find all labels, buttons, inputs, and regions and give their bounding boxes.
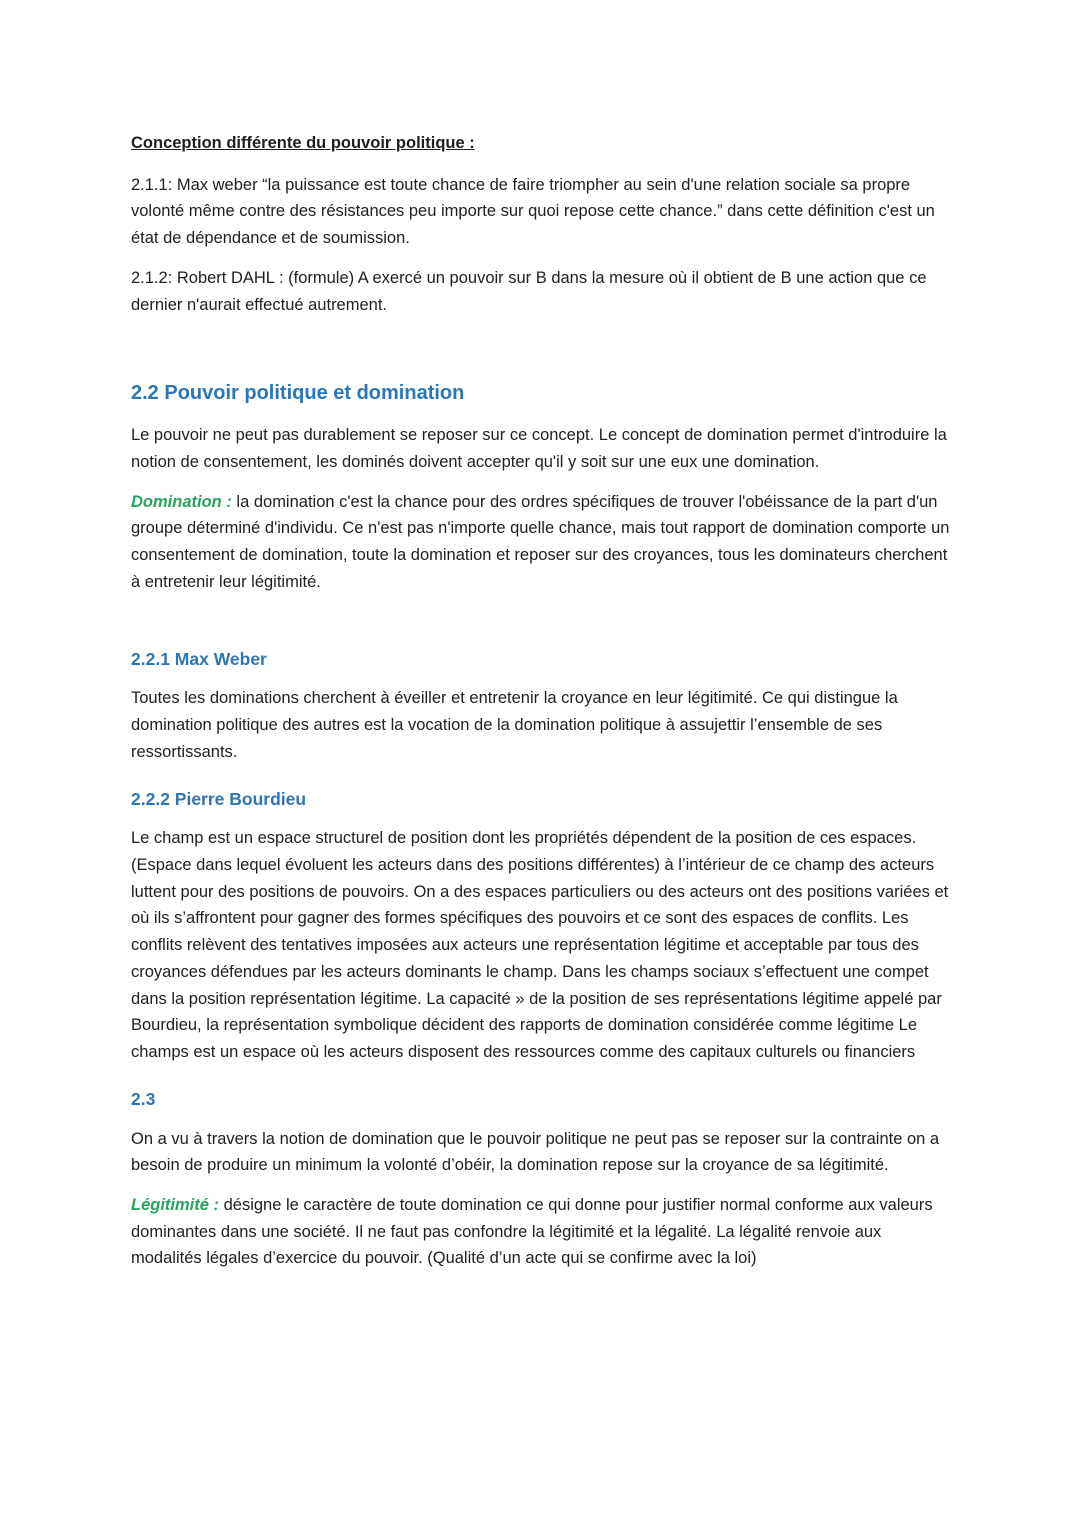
term-legitimite: Légitimité : — [131, 1195, 220, 1214]
heading-2-3: 2.3 — [131, 1088, 156, 1109]
term-domination: Domination : — [131, 492, 232, 511]
paragraph-definition-legitimite — [131, 1192, 950, 1272]
paragraph-2-1-2-robert-dahl: 2.1.2: Robert DAHL : (formule) A exercé un pouvoir sur B dans la mesure où il obtient de B une action que ce dernier n'aurait effectué autrement. — [131, 268, 927, 314]
paragraph-2-3-intro: On a vu à travers la notion de domination que le pouvoir politique ne peut pas se reposer sur la contrainte on a besoin de produire un minimum la volonté d’obéir, la domination repose sur la croyance de sa légitimité. — [131, 1129, 940, 1175]
paragraph-2-2-2-pierre-bourdieu: Le champ est un espace structurel de position dont les propriétés dépendent de la position de ces espaces. (Espace dans lequel évoluent les acteurs dans des positions différentes) à l’intérieur de ce champ des acteurs luttent pour des positions de pouvoirs. On a des espaces particuliers ou des acteurs ont des positions variées et où ils s’affrontent pour gagner des formes spécifiques des pouvoirs et ce sont des espaces de conflits. Les conflits relèvent des tentatives imposées aux acteurs une représentation légitime et acceptable par tous des croyances défendues par les acteurs dominants le champ. Dans les champs sociaux s’effectuent une compet dans la position représentation légitime. La capacité » de la position de ses représentations légitime appelé par Bourdieu, la représentation symbolique décident des rapports de domination considérée comme légitime Le champs est un espace où les acteurs disposent des ressources comme des capitaux culturels ou financiers — [131, 829, 949, 1062]
paragraph-2-2-intro: Le pouvoir ne peut pas durablement se reposer sur ce concept. Le concept de domination permet d'introduire la notion de consentement, les dominés doivent accepter qu'il y soit sur une eux une domination. — [131, 426, 947, 472]
paragraph-definition-domination — [131, 489, 950, 596]
heading-2-2-pouvoir-politique-et-domination: 2.2 Pouvoir politique et domination — [131, 382, 465, 405]
paragraph-2-2-1-max-weber: Toutes les dominations cherchent à éveiller et entretenir la croyance en leur légitimité. Ce qui distingue la domination politique des autres est la vocation de la domination politique à assujettir l’ensemble de ses ressortissants. — [131, 689, 898, 761]
heading-2-2-2-pierre-bourdieu: 2.2.2 Pierre Bourdieu — [131, 788, 307, 809]
paragraph-2-1-1-max-weber: 2.1.1: Max weber “la puissance est toute chance de faire triompher au sein d'une relation sociale sa propre volonté même contre des résistances peu importe sur quoi repose cette chance.” dans cette définition c'est un état de dépendance et de soumission. — [131, 175, 935, 248]
paragraph-definition-legitimite-text: désigne le caractère de toute domination ce qui donne pour justifier normal conforme aux valeurs dominantes dans une société. Il ne faut pas confondre la légitimité et la légalité. La légalité renvoie aux modalités légales d’exercice du pouvoir. (Qualité d’un acte qui se confirme avec la loi) — [131, 1195, 933, 1268]
heading-conception-pouvoir-politique: Conception différente du pouvoir politique : — [131, 134, 475, 152]
paragraph-definition-domination-text: la domination c'est la chance pour des ordres spécifiques de trouver l'obéissance de la part d'un groupe déterminé d'individu. Ce n'est pas n'importe quelle chance, mais tout rapport de domination comporte un consentement de domination, toute la domination et reposer sur des croyances, tous les dominateurs cherchent à entretenir leur légitimité. — [131, 492, 950, 591]
heading-2-2-1-max-weber: 2.2.1 Max Weber — [131, 648, 267, 669]
